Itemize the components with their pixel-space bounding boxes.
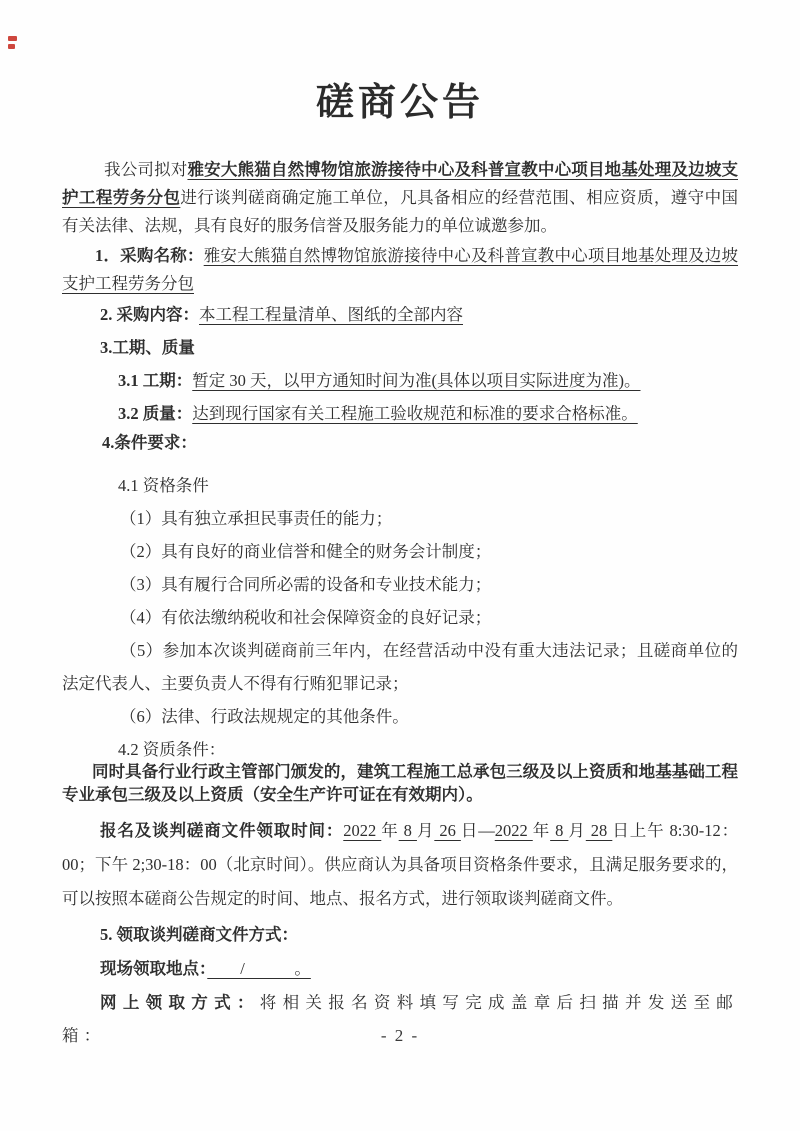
intro-post-text: 进行谈判磋商确定施工单位，凡具备相应的经营范围、相应资质，遵守中国有关法律、法规，具有良好的服务信誉及服务能力的单位诚邀参加。 xyxy=(62,188,739,235)
red-stamp-stroke xyxy=(8,36,17,41)
item-purchase-name xyxy=(62,242,738,298)
item-duration-quality-heading: 3.工期、质量 xyxy=(100,338,195,357)
duration-value: 暂定 30 天，以甲方通知时间为准(具体以项目实际进度为准)。 xyxy=(192,371,641,390)
signup-tail-text: 下午 2;30-18：00（北京时间）。供应商认为具备项目资格条件要求，且满足服务要求的，可以按照本磋商公告规定的时间、地点、报名方式，进行领取谈判磋商文件。 xyxy=(62,855,738,908)
item-credential-header: 4.2 资质条件： xyxy=(118,740,226,759)
signup-day-1: 26 xyxy=(434,821,461,840)
online-pickup-label: 网上领取方式： xyxy=(100,993,260,1012)
condition-5: （5）参加本次谈判磋商前三年内，在经营活动中没有重大违法记录；且磋商单位的法定代表人、主要负责人不得有行贿犯罪记录； xyxy=(62,641,738,693)
item-requirements-heading: 4.条件要求： xyxy=(102,433,197,452)
signup-text: 月 xyxy=(416,821,435,840)
signup-text: 日— xyxy=(460,821,495,840)
signup-text: 日上午 8:30-12：00； xyxy=(62,821,739,874)
item-duration xyxy=(62,364,738,397)
purchase-name-label: 1．采购名称： xyxy=(95,246,204,265)
signup-month-2: 8 xyxy=(550,821,569,840)
condition-1: （1）具有独立承担民事责任的能力； xyxy=(120,509,393,528)
duration-label: 3.1 工期： xyxy=(118,371,193,390)
signup-time-label: 报名及谈判磋商文件领取时间： xyxy=(100,821,344,840)
purchase-name-value: 雅安大熊猫自然博物馆旅游接待中心及科普宣教中心项目地基处理及边坡支护工程劳务分包 xyxy=(62,246,739,293)
signup-time-paragraph xyxy=(62,814,738,916)
signup-text: 年 xyxy=(532,821,551,840)
purchase-content-label: 2. 采购内容： xyxy=(100,305,199,324)
intro-paragraph xyxy=(62,156,738,240)
condition-4: （4）有依法缴纳税收和社会保障资金的良好记录； xyxy=(120,608,492,627)
purchase-content-value: 本工程工程量清单、图纸的全部内容 xyxy=(199,305,463,324)
signup-text: 月 xyxy=(568,821,586,840)
online-pickup-text: 将相关报名资料填写完成盖章后扫描并发送至邮箱： xyxy=(62,993,738,1045)
intro-pre-text: 我公司拟对 xyxy=(104,160,188,179)
onsite-pickup-line xyxy=(62,952,738,985)
signup-month-1: 8 xyxy=(398,821,417,840)
quality-value: 达到现行国家有关工程施工验收规范和标准的要求合格标准。 xyxy=(192,404,638,423)
item-pickup-method-heading: 5. 领取谈判磋商文件方式： xyxy=(100,925,298,944)
condition-2: （2）具有良好的商业信誉和健全的财务会计制度； xyxy=(120,542,492,561)
signup-year-2: 2022 xyxy=(494,821,533,840)
onsite-pickup-label: 现场领取地点： xyxy=(100,959,208,978)
red-stamp-stroke xyxy=(8,44,15,49)
item-purchase-content xyxy=(62,298,738,331)
condition-6: （6）法律、行政法规规定的其他条件。 xyxy=(120,707,409,726)
signup-text: 年 xyxy=(381,821,399,840)
signup-day-2: 28 xyxy=(585,821,613,840)
onsite-pickup-blank: / 。 xyxy=(207,959,311,978)
page-title: 磋商公告 xyxy=(315,82,484,124)
item-qualification-header: 4.1 资格条件 xyxy=(118,476,209,495)
quality-label: 3.2 质量： xyxy=(118,404,193,423)
condition-3: （3）具有履行合同所必需的设备和专业技术能力； xyxy=(120,575,492,594)
signup-year-1: 2022 xyxy=(343,821,382,840)
intro-project-name: 雅安大熊猫自然博物馆旅游接待中心及科普宣教中心项目地基处理及边坡支护工程劳务分包 xyxy=(62,160,739,207)
red-stamp-mark xyxy=(8,36,18,50)
page-number: - 2 - xyxy=(380,1026,420,1045)
credential-requirement-paragraph: 同时具备行业行政主管部门颁发的，建筑工程施工总承包三级及以上资质和地基基础工程专业承包三级及以上资质（安全生产许可证在有效期内）。 xyxy=(62,762,738,804)
